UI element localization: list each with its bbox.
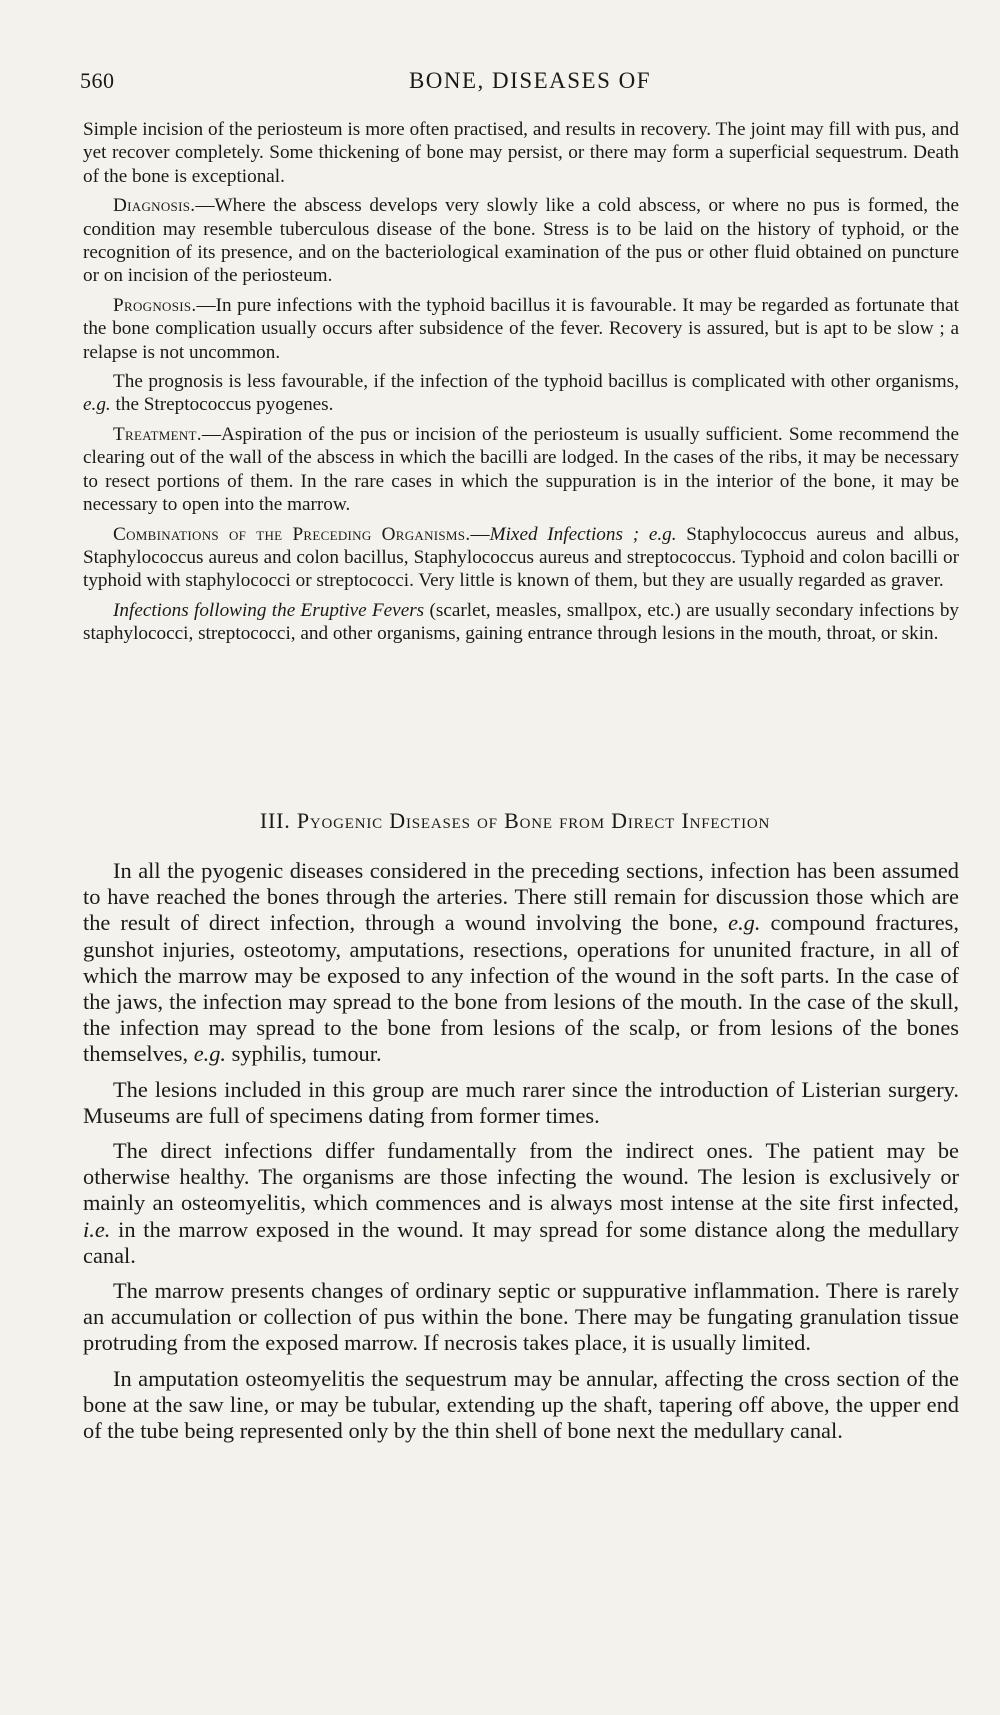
paragraph-prognosis: Prognosis.—In pure infections with the typhoid bacillus it is favourable. It may be regarded as fortunate that the bone complication usually occurs after subsidence of the fever. Recovery is assured, but is apt to be slow ; a relapse is not uncommon. <box>83 294 959 363</box>
paragraph-prognosis-complicated: The prognosis is less favourable, if the infection of the typhoid bacillus is complicated with other organisms, e.g. the Streptococcus pyogenes. <box>83 371 959 416</box>
paragraph-amputation: In amputation osteomyelitis the sequestrum may be annular, affecting the cross section of the bone at the saw line, or may be tubular, extending up the shaft, tapering off above, the upper end of the tube being represented only by the thin shell of bone next the medullary canal. <box>83 1365 959 1444</box>
treatment-label: Treatment. <box>113 423 202 445</box>
paragraph-listerian: The lesions included in this group are much rarer since the introduction of Listerian surgery. Museums are full of specimens dating from former times. <box>83 1076 959 1128</box>
paragraph-direct-infection: In all the pyogenic diseases considered in the preceding sections, infection has been assumed to have reached the bones through the arteries. There still remain for discussion those which are the result of direct infection, through a wound involving the bone, e.g. compound fractures, gunshot injuries, osteotomy, amputations, resections, operations for ununited fracture, in all of which the marrow may be exposed to any infection of the wound in the soft parts. In the case of the jaws, the infection may spread to the bone from lesions of the mouth. In the case of the skull, the infection may spread to the bone from lesions of the scalp, or from lesions of the bones themselves, e.g. syphilis, tumour. <box>83 858 959 1067</box>
combinations-label: Combinations of the Preceding Organisms. <box>113 523 471 545</box>
paragraph-treatment: Treatment.—Aspiration of the pus or incision of the periosteum is usually sufficient. Some recommend the clearing out of the wall of the abscess in which the bacilli are lodged. In the cases of the ribs, it may be necessary to resect portions of them. In the rare cases in which the suppuration is in the interior of the bone, it may be necessary to open into the marrow. <box>83 423 959 516</box>
small-print-section <box>83 118 959 652</box>
paragraph-direct-vs-indirect: The direct infections differ fundamentally from the indirect ones. The patient may be otherwise healthy. The organisms are those infecting the wound. The lesion is exclusively or mainly an osteomyelitis, which commences and is always most intense at the site first infected, i.e. in the marrow exposed in the wound. It may spread for some distance along the medullary canal. <box>83 1138 959 1268</box>
prognosis-label: Prognosis. <box>113 294 197 316</box>
page-number: 560 <box>80 68 115 93</box>
main-text-section <box>83 858 959 1453</box>
paragraph-marrow-changes: The marrow presents changes of ordinary septic or suppurative inflammation. There is rarely an accumulation or collection of pus within the bone. There may be fungating granulation tissue protruding from the exposed marrow. If necrosis takes place, it is usually limited. <box>83 1278 959 1356</box>
paragraph-diagnosis: Diagnosis.—Where the abscess develops very slowly like a cold abscess, or where no pus is formed, the condition may resemble tuberculous disease of the bone. Stress is to be laid on the history of typhoid, or the recognition of its presence, and on the bacteriological examination of the pus or other fluid obtained on puncture or on incision of the periosteum. <box>83 195 959 287</box>
running-head: BONE, DISEASES OF <box>408 68 652 93</box>
diagnosis-label: Diagnosis. <box>113 195 196 217</box>
paragraph-periosteum-incision: Simple incision of the periosteum is more often practised, and results in recovery. The joint may fill with pus, and yet recover completely. Some thickening of bone may persist, or there may form a superficial sequestrum. Death of the bone is exceptional. <box>83 119 959 187</box>
paragraph-eruptive-fevers: Infections following the Eruptive Fevers (scarlet, measles, smallpox, etc.) are usually secondary infections by staphylococci, streptococci, and other organisms, gaining entrance through lesions in the mouth, throat, or skin. <box>83 599 960 645</box>
section-heading: III. Pyogenic Diseases of Bone from Direct Infection <box>259 808 771 833</box>
paragraph-combinations: Combinations of the Preceding Organisms.—Mixed Infections ; e.g. Staphylococcus aureus and albus, Staphylococcus aureus and colon bacillus, Staphylococcus aureus and streptococcus. Typhoid and colon bacilli or typhoid with staphylococci or streptococci. Very little is known of them, but they are usually regarded as graver. <box>83 523 959 592</box>
